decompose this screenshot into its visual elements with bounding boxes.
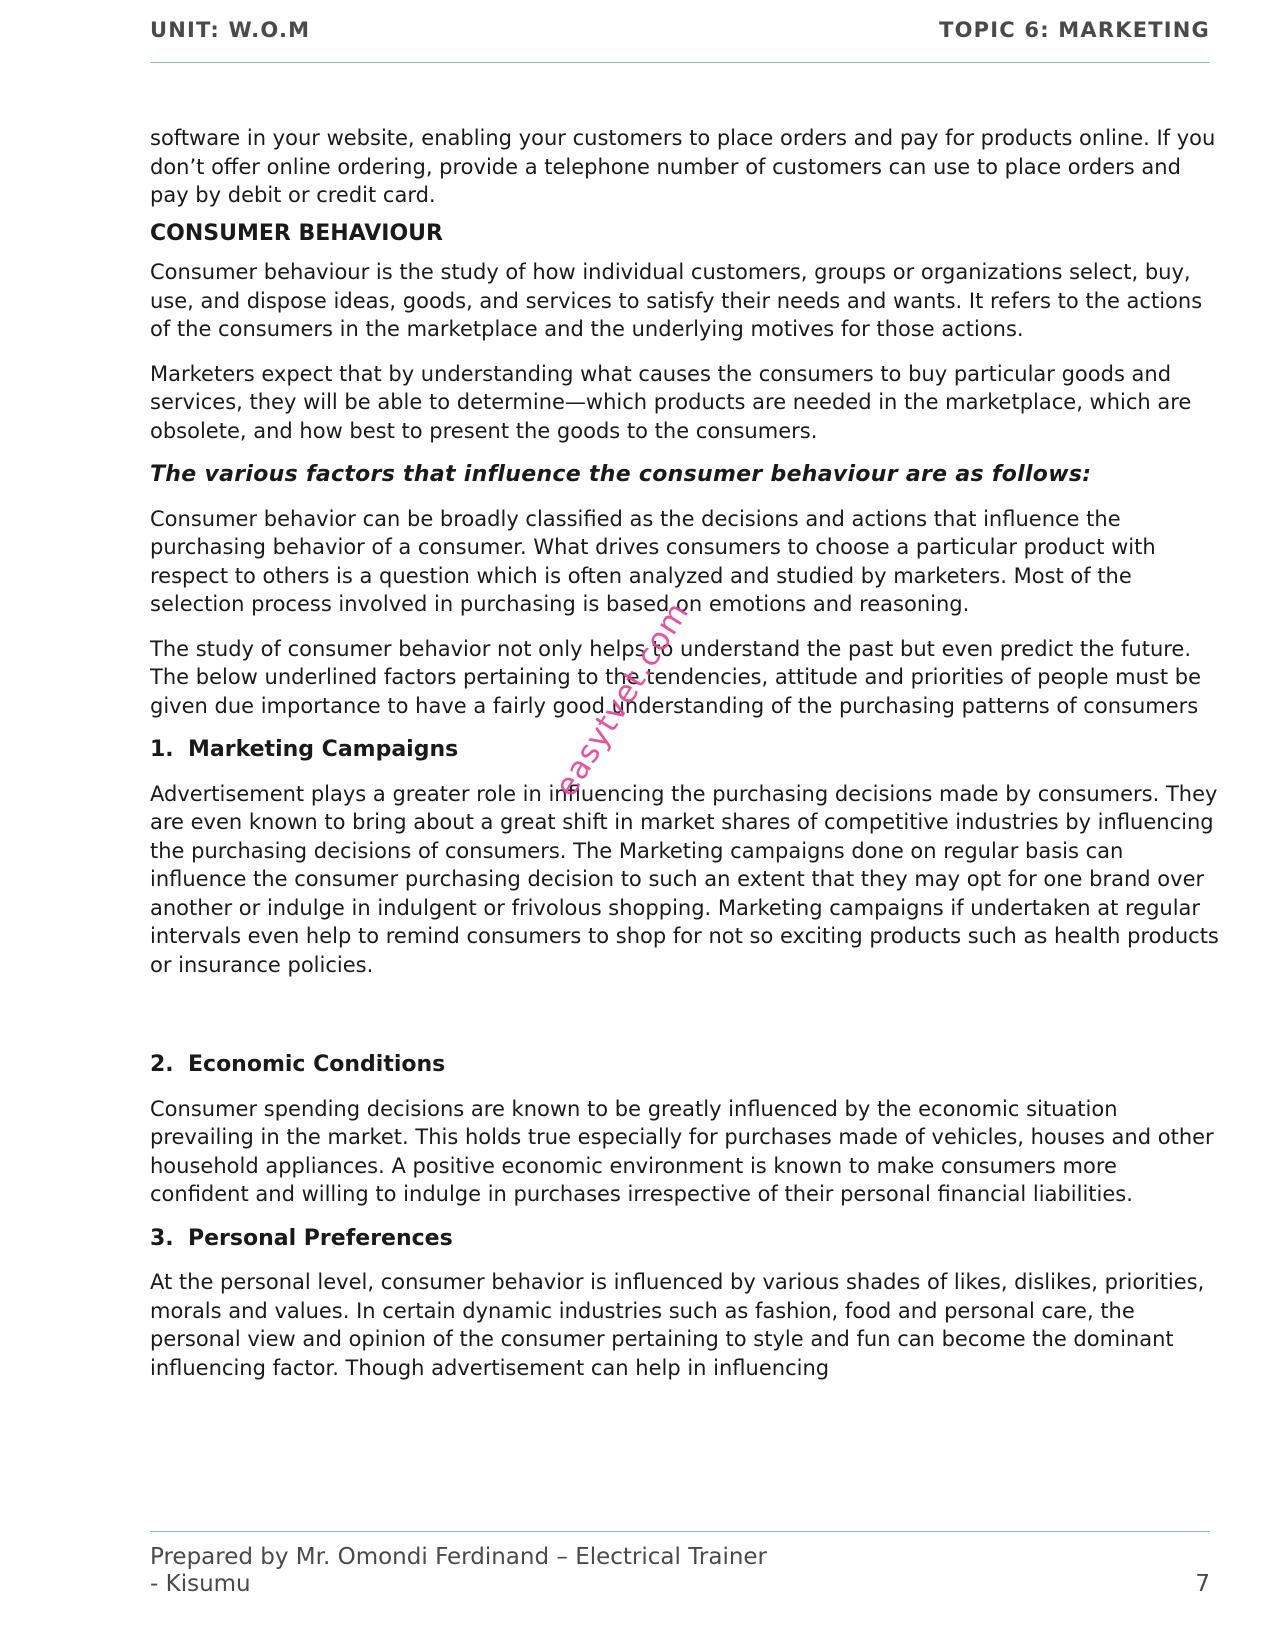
factor-number: 1. xyxy=(150,737,174,762)
watermark: easytvet.com xyxy=(548,595,697,804)
spacer xyxy=(150,995,1220,1051)
factors-intro-paragraph: Consumer behavior can be broadly classified as the decisions and actions that influence the purchasing behavior of a consumer. What drives consumers to choose a particular product with respect to others is a question which is often analyzed and studied by marketers. Most of the selection process involved in purchasing is based on emotions and reasoning. xyxy=(150,506,1156,616)
factor-body-economic-conditions: Consumer spending decisions are known to be greatly influenced by the economic situation prevailing in the market. This holds true especially for purchases made of vehicles, houses and other household appliances. A positive economic environment is known to make consumers more confident and willing to indulge in purchases irrespective of their personal financial liabilities. xyxy=(150,1096,1214,1206)
factors-study-paragraph: The study of consumer behavior not only helps to understand the past but even predict the future. The below underlined factors pertaining to the tendencies, attitude and priorities of people must be given due importance to have a fairly good understanding of the purchasing patterns of consumers xyxy=(150,636,1202,718)
marketers-paragraph: Marketers expect that by understanding what causes the consumers to buy particular goods and services, they will be able to determine—which products are needed in the marketplace, which are obsolete, and how best to present the goods to the consumers. xyxy=(150,361,1192,443)
footer-divider xyxy=(150,1531,1210,1532)
unit-label: UNIT: W.O.M xyxy=(150,18,311,42)
page-content xyxy=(150,124,1220,1398)
page-number: 7 xyxy=(1195,1571,1210,1597)
footer-credit: Prepared by Mr. Omondi Ferdinand – Electrical Trainer - Kisumu xyxy=(150,1544,768,1597)
factor-title: Marketing Campaigns xyxy=(188,737,459,762)
definition-paragraph: Consumer behaviour is the study of how individual customers, groups or organizations select, buy, use, and dispose ideas, goods, and services to satisfy their needs and wants. It refers to the actions of the consumers in the marketplace and the underlying motives for those actions. xyxy=(150,260,1203,341)
factor-number: 3. xyxy=(150,1225,174,1251)
factor-heading-personal-preferences xyxy=(150,1225,1220,1254)
factor-number: 2. xyxy=(150,1052,174,1077)
factor-title: Personal Preferences xyxy=(188,1225,453,1251)
factor-heading-economic-conditions xyxy=(150,1051,1220,1080)
page-header xyxy=(150,18,1210,58)
factors-heading: The various factors that influence the consumer behaviour are as follows: xyxy=(150,462,1092,487)
intro-paragraph: software in your website, enabling your customers to place orders and pay for products online. If you don’t offer online ordering, provide a telephone number of customers can use to place orders and pay by debit or credit card. xyxy=(150,126,1216,207)
factor-heading-marketing-campaigns xyxy=(150,736,1220,765)
topic-label: TOPIC 6: MARKETING xyxy=(939,18,1210,42)
factor-body-marketing-campaigns: Advertisement plays a greater role in influencing the purchasing decisions made by consumers. They are even known to bring about a great shift in market shares of competitive industries by influencing the purchasing decisions of consumers. The Marketing campaigns done on regular basis can influence the consumer purchasing decision to such an extent that they may opt for one brand over another or indulge in indulgent or frivolous shopping. Marketing campaigns if undertaken at regular intervals even help to remind consumers to shop for not so exciting products such as health products or insurance policies. xyxy=(150,781,1219,977)
factor-title: Economic Conditions xyxy=(188,1052,446,1077)
consumer-behaviour-heading: CONSUMER BEHAVIOUR xyxy=(150,220,443,246)
factor-body-personal-preferences: At the personal level, consumer behavior is influenced by various shades of likes, dislikes, priorities, morals and values. In certain dynamic industries such as fashion, food and personal care, the personal view and opinion of the consumer pertaining to style and fun can become the dominant influencing factor. Though advertisement can help in influencing xyxy=(150,1270,1205,1380)
header-divider xyxy=(150,62,1210,63)
page-footer xyxy=(150,1544,1210,1598)
